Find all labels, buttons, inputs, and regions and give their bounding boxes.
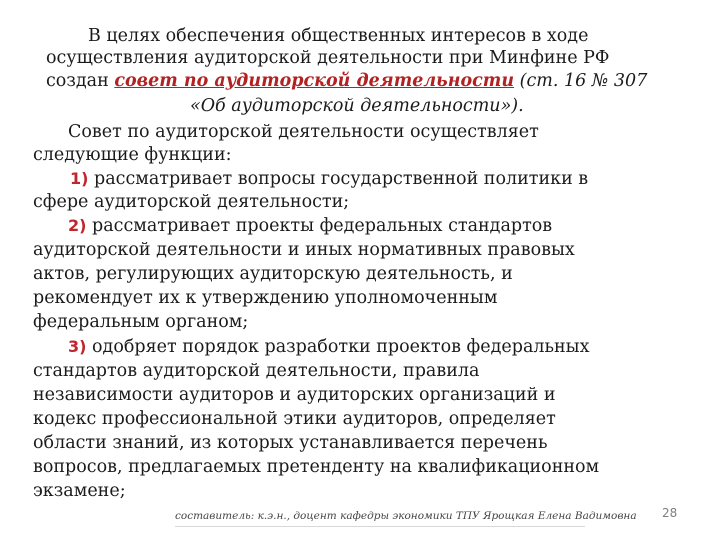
intro-line-1: В целях обеспечения общественных интересов в ходе [88, 26, 589, 46]
item-3-number: 3) [68, 337, 87, 356]
page-number: 28 [662, 506, 678, 520]
functions-intro-line-1: Совет по аудиторской деятельности осуществляет [68, 122, 539, 142]
item-3-text-1: одобряет порядок разработки проектов федеральных [86, 337, 590, 357]
item-1-line-1 [70, 168, 588, 190]
intro-line-3-prefix: создан [46, 71, 115, 91]
intro-line-2: осуществления аудиторской деятельности при Минфине РФ [46, 48, 610, 68]
item-2-line-3: актов, регулирующих аудиторскую деятельность, и [33, 264, 513, 284]
item-3-line-6: вопросов, предлагаемых претенденту на квалификационном [33, 457, 600, 477]
intro-line-3-suffix: (ст. 16 № 307 [514, 71, 648, 91]
item-1-number: 1) [70, 169, 89, 188]
item-2-line-1 [68, 215, 552, 237]
footer-divider [175, 526, 585, 527]
item-2-number: 2) [68, 216, 87, 235]
item-3-line-4: кодекс профессиональной этики аудиторов, определяет [33, 409, 556, 429]
intro-line-4: «Об аудиторской деятельности»). [190, 96, 524, 116]
footer-author: составитель: к.э.н., доцент кафедры экономики ТПУ Ярощкая Елена Вадимовна [175, 510, 637, 522]
item-3-line-7: экзамене; [33, 481, 126, 501]
item-2-line-5: федеральным органом; [33, 312, 249, 332]
item-2-text-1: рассматривает проекты федеральных стандартов [86, 216, 553, 236]
council-name: совет по аудиторской деятельности [114, 71, 515, 91]
item-1-line-2: сфере аудиторской деятельности; [33, 192, 350, 212]
item-3-line-3: независимости аудиторов и аудиторских организаций и [33, 385, 556, 405]
item-1-text-1: рассматривает вопросы государственной политики в [88, 169, 589, 189]
item-3-line-1 [68, 336, 589, 358]
item-3-line-2: стандартов аудиторской деятельности, правила [33, 361, 480, 381]
item-2-line-4: рекомендует их к утверждению уполномоченным [33, 288, 498, 308]
intro-line-3 [46, 70, 647, 92]
item-2-line-2: аудиторской деятельности и иных нормативных правовых [33, 240, 575, 260]
item-3-line-5: области знаний, из которых устанавливается перечень [33, 433, 548, 453]
functions-intro-line-2: следующие функции: [33, 145, 232, 165]
